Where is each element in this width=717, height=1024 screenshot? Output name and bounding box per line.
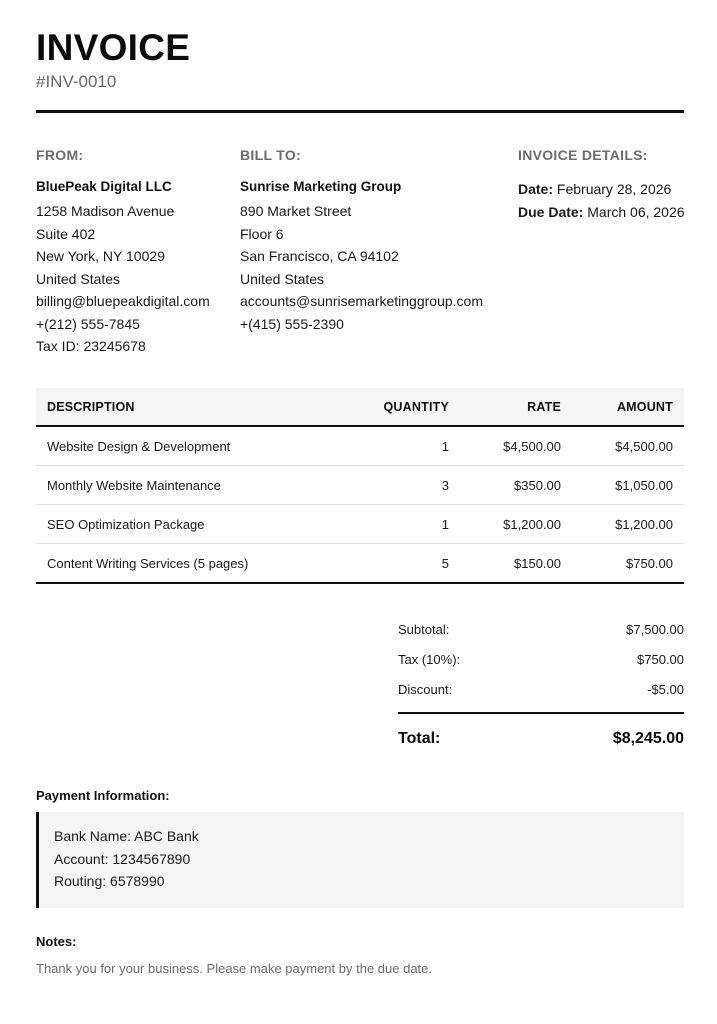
tax-label: Tax (10%): [398, 652, 461, 667]
column-header-quantity: QUANTITY [328, 388, 460, 426]
item-amount: $1,050.00 [572, 466, 684, 505]
invoice-details-section [518, 146, 688, 223]
discount-label: Discount: [398, 682, 453, 697]
invoice-title: INVOICE [36, 27, 191, 68]
sender-country: United States [36, 270, 121, 287]
from-section [36, 146, 236, 358]
grand-total-row [398, 726, 684, 752]
line-items-table [36, 388, 684, 584]
invoice-date-value: February 28, 2026 [556, 181, 672, 197]
column-header-amount: AMOUNT [572, 388, 684, 426]
item-description: SEO Optimization Package [36, 505, 328, 544]
totals-divider [398, 712, 684, 714]
sender-email: billing@bluepeakdigital.com [36, 293, 210, 309]
item-amount: $4,500.00 [572, 426, 684, 466]
tax-value: $750.00 [637, 652, 684, 667]
client-name: Sunrise Marketing Group [240, 179, 402, 194]
totals-section [398, 616, 684, 752]
sender-name: BluePeak Digital LLC [36, 179, 172, 194]
total-label: Total: [398, 730, 441, 747]
client-address-line-1: 890 Market Street [240, 203, 352, 219]
routing-number: Routing: 6578990 [54, 873, 165, 889]
invoice-details-heading: INVOICE DETAILS: [518, 147, 648, 163]
table-row [36, 426, 684, 466]
subtotal-value: $7,500.00 [626, 622, 684, 637]
item-description: Content Writing Services (5 pages) [36, 544, 328, 584]
client-email: accounts@sunrisemarketinggroup.com [240, 293, 483, 309]
item-description: Website Design & Development [36, 426, 328, 466]
column-header-rate: RATE [460, 388, 572, 426]
item-quantity: 3 [328, 466, 460, 505]
client-address-line-2: Floor 6 [240, 225, 284, 242]
item-quantity: 1 [328, 505, 460, 544]
due-date-label: Due Date: [518, 203, 584, 220]
item-quantity: 5 [328, 544, 460, 584]
client-city-line: San Francisco, CA 94102 [240, 248, 399, 264]
sender-phone: +(212) 555-7845 [36, 315, 140, 332]
item-rate: $4,500.00 [460, 426, 572, 466]
tax-row [398, 646, 684, 676]
header-divider [36, 110, 684, 113]
column-header-description: DESCRIPTION [36, 388, 328, 426]
sender-address-line-1: 1258 Madison Avenue [36, 203, 175, 219]
notes-text: Thank you for your business. Please make payment by the due date. [36, 961, 433, 976]
table-row [36, 466, 684, 505]
table-row [36, 544, 684, 584]
due-date [518, 201, 688, 224]
item-quantity: 1 [328, 426, 460, 466]
payment-info-box [36, 812, 684, 908]
total-value: $8,245.00 [612, 730, 684, 747]
invoice-date [518, 178, 688, 201]
bill-to-section [240, 146, 520, 335]
discount-value: -$5.00 [647, 682, 684, 697]
client-country: United States [240, 270, 325, 287]
sender-city-line: New York, NY 10029 [36, 248, 165, 264]
item-amount: $1,200.00 [572, 505, 684, 544]
account-number: Account: 1234567890 [54, 850, 191, 867]
item-rate: $1,200.00 [460, 505, 572, 544]
item-rate: $350.00 [460, 466, 572, 505]
sender-tax-id: Tax ID: 23245678 [36, 338, 146, 354]
subtotal-row [398, 616, 684, 646]
client-phone: +(415) 555-2390 [240, 315, 344, 332]
table-row [36, 505, 684, 544]
subtotal-label: Subtotal: [398, 622, 450, 637]
from-heading: FROM: [36, 147, 84, 163]
table-header-row [36, 388, 684, 426]
item-rate: $150.00 [460, 544, 572, 584]
invoice-date-label: Date: [518, 181, 554, 197]
due-date-value: March 06, 2026 [587, 203, 685, 220]
bill-to-heading: BILL TO: [240, 147, 301, 163]
invoice-number: #INV-0010 [36, 72, 117, 91]
sender-address-line-2: Suite 402 [36, 225, 96, 242]
notes-heading: Notes: [36, 934, 77, 949]
discount-row [398, 676, 684, 706]
bank-name: Bank Name: ABC Bank [54, 828, 199, 844]
item-amount: $750.00 [572, 544, 684, 584]
item-description: Monthly Website Maintenance [36, 466, 328, 505]
payment-info-heading: Payment Information: [36, 788, 170, 803]
